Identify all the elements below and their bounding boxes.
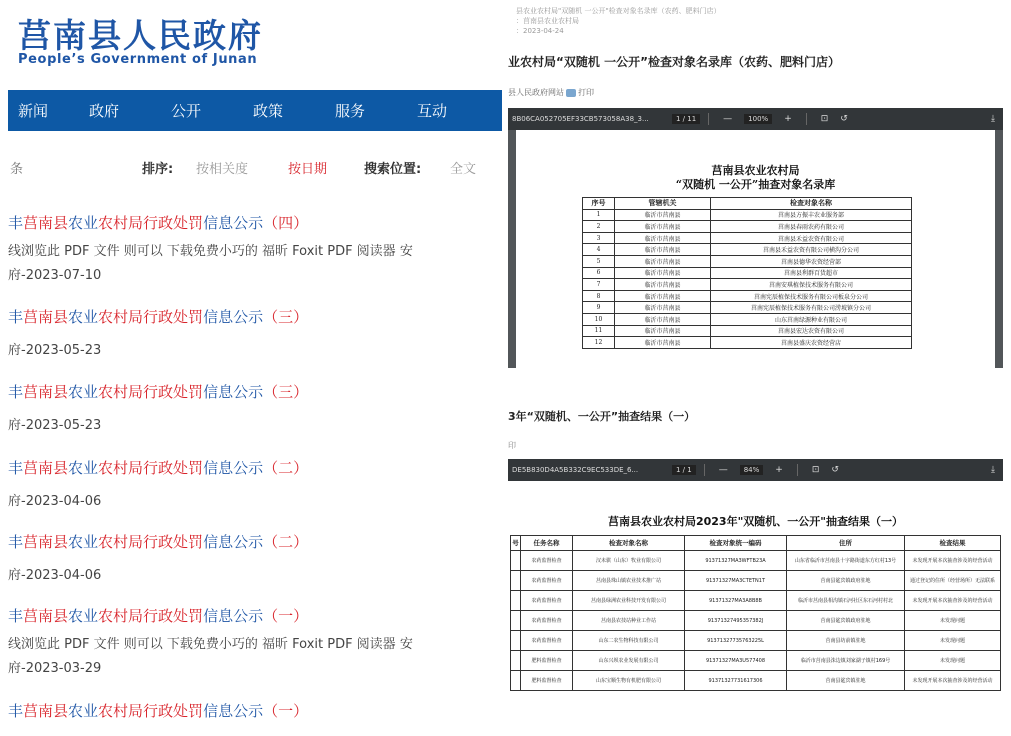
table-row [583, 209, 912, 221]
roster-table [582, 197, 912, 349]
table-row [511, 551, 1001, 571]
table-cell: 91371327MA3A8B8B [685, 591, 787, 611]
main-nav [8, 90, 502, 131]
table-cell: 莒南宪辰植保技术服务有限公司涝坡镇分公司 [711, 302, 912, 314]
table-cell: 3 [583, 232, 615, 244]
pdf-title-line2: “双随机 一公开”抽查对象名录库 [675, 178, 836, 191]
result-date: 府-2023-03-29 [8, 661, 102, 676]
doc-source: 县人民政府网站 [508, 88, 564, 97]
pdf-title: 莒南县农业农村局2023年"双随机、一公开"抽查结果（一） [607, 515, 904, 528]
download-icon[interactable]: ⤓ [991, 465, 995, 475]
table-row [583, 232, 912, 244]
table-cell: 91371327MA3U577408 [685, 651, 787, 671]
table-cell: 2 [583, 221, 615, 233]
table-cell: 6 [583, 267, 615, 279]
doc-source-line [508, 87, 594, 98]
pdf-toolbar [508, 459, 1003, 481]
table-cell: 汉未骐（山东）牧业有限公司 [573, 551, 685, 571]
table-cell: 临沂市莒南县 [615, 232, 711, 244]
column-header: 住所 [787, 536, 905, 551]
table-cell: 临沂市莒南县 [615, 290, 711, 302]
table-cell: 91371327MA3CTETN1T [685, 571, 787, 591]
table-cell: 莒南县禾益农资有限公司横沟分公司 [711, 244, 912, 256]
table-cell: 莒南宪辰植保技术服务有限公司板泉分公司 [711, 290, 912, 302]
table-cell: 山东莒南绿源种业有限公司 [711, 313, 912, 325]
table-cell: 临沂市莒南县 [615, 325, 711, 337]
table-cell: 农药监督检查 [521, 551, 573, 571]
pdf-zoom-level[interactable]: 84% [740, 465, 764, 475]
result-date: 府-2023-05-23 [8, 418, 102, 433]
nav-item-policy[interactable]: 政策 [252, 102, 283, 120]
table-cell: 农药监督检查 [521, 571, 573, 591]
table-cell: 莒南县农技站种业工作站 [573, 611, 685, 631]
table-cell [511, 671, 521, 691]
doc-heading: 业农村局“双随机 一公开”检查对象名录库（农药、肥料门店） [508, 55, 840, 69]
result-title-link[interactable]: 丰莒南县农业农村局行政处罚信息公示（四） [8, 214, 309, 232]
table-row [583, 267, 912, 279]
result-count-text: 条 [10, 162, 24, 177]
table-cell: 未发现问题 [905, 631, 1001, 651]
table-cell: 未发现开展本次抽查涉及的经营活动 [905, 551, 1001, 571]
column-header: 检查对象名称 [711, 198, 912, 210]
table-cell: 11 [583, 325, 615, 337]
table-row [511, 571, 1001, 591]
rotate-icon[interactable]: ↺ [831, 465, 839, 475]
table-cell [511, 571, 521, 591]
result-date: 府-2023-07-10 [8, 268, 102, 283]
pdf-filename: DE5B830D4A5B332C9EC533DE_6... [512, 466, 639, 474]
table-cell: 临沂市莒南县 [615, 255, 711, 267]
table-cell: 莒南县盛庆农资经营店 [711, 337, 912, 349]
search-scope-label: 搜索位置: [364, 162, 422, 177]
pdf-page-indicator[interactable]: 1 / 11 [672, 114, 700, 124]
table-cell: 山东省临沂市莒南县十字路街道东方红村13号 [787, 551, 905, 571]
pdf-viewer [508, 108, 1003, 368]
pdf-toolbar [508, 108, 1003, 130]
table-row [583, 313, 912, 325]
column-header: 任务名称 [521, 536, 573, 551]
table-cell: 7 [583, 279, 615, 291]
table-cell: 农药监督检查 [521, 591, 573, 611]
pdf-page [516, 130, 995, 368]
doc-meta-date: ：2023-04-24 [516, 27, 564, 35]
table-cell: 临沂市莒南县 [615, 221, 711, 233]
table-row [583, 290, 912, 302]
table-cell: 山东兴坝农业发展有限公司 [573, 651, 685, 671]
table-cell: 农药监督检查 [521, 611, 573, 631]
results-table [510, 535, 1001, 691]
table-row [511, 611, 1001, 631]
table-cell: 莒南县德华农资经营部 [711, 255, 912, 267]
result-date: 府-2023-05-23 [8, 343, 102, 358]
toolbar-divider [708, 113, 709, 125]
table-row [583, 337, 912, 349]
table-cell: 8 [583, 290, 615, 302]
table-cell: 莒南县坊前镇驻地 [787, 631, 905, 651]
fit-page-icon[interactable]: ⊡ [820, 114, 829, 124]
list-item [8, 605, 502, 676]
pdf-filename: 8B06CA052705EF33CB573058A38_3... [512, 115, 649, 123]
table-cell: 莒南安琪植保技术服务有限公司 [711, 279, 912, 291]
table-cell: 农药监督检查 [521, 631, 573, 651]
toolbar-divider [797, 464, 798, 476]
table-cell: 莒南县筵宾镇驻地 [787, 671, 905, 691]
table-row [511, 651, 1001, 671]
table-cell: 未发现开展本次抽查涉及的经营活动 [905, 671, 1001, 691]
column-header: 号 [511, 536, 521, 551]
list-item [8, 531, 502, 583]
table-cell: 1 [583, 209, 615, 221]
table-cell: 临沂市莒南县 [615, 244, 711, 256]
table-cell: 12 [583, 337, 615, 349]
pdf-title-line1: 莒南县农业农村局 [711, 164, 800, 177]
search-results-panel [0, 0, 505, 736]
print-icon[interactable] [566, 89, 576, 97]
result-snippet: 线浏览此 PDF 文件 则可以 下载免费小巧的 福昕 Foxit PDF 阅读器 安 [8, 637, 413, 652]
table-cell: 通过登记的住所（经营场所）无法联系 [905, 571, 1001, 591]
sort-by-relevance[interactable]: 按相关度 [196, 162, 249, 177]
table-cell: 临沂市莒南县 [615, 302, 711, 314]
result-date: 府-2023-04-06 [8, 568, 102, 583]
toolbar-divider [704, 464, 705, 476]
table-cell: 10 [583, 313, 615, 325]
table-cell: 91371327MA3WFTB23A [685, 551, 787, 571]
table-cell: 莒南县宏达农资有限公司 [711, 325, 912, 337]
table-cell: 临沂市莒南县 [615, 267, 711, 279]
table-cell: 莒南县珠山镇农业技术推广站 [573, 571, 685, 591]
nav-item-service[interactable]: 服务 [334, 102, 365, 120]
table-cell: 临沂市莒南县 [615, 209, 711, 221]
zoom-in-icon[interactable]: + [775, 465, 783, 475]
table-cell: 9 [583, 302, 615, 314]
toolbar-divider [806, 113, 807, 125]
table-cell [511, 591, 521, 611]
table-row [583, 279, 912, 291]
column-header: 序号 [583, 198, 615, 210]
table-cell: 肥料监督检查 [521, 651, 573, 671]
result-title-link[interactable]: 丰莒南县农业农村局行政处罚信息公示（一） [8, 702, 309, 720]
table-row [583, 244, 912, 256]
table-cell: 未发现问题 [905, 651, 1001, 671]
table-cell: 莒南县筵宾镇政府驻地 [787, 611, 905, 631]
fit-page-icon[interactable]: ⊡ [811, 465, 820, 475]
list-item [8, 212, 502, 283]
site-subtitle: People’s Government of Junan [18, 52, 258, 67]
table-cell: 临沂市莒南县洙边镇刘家湖子镇村169号 [787, 651, 905, 671]
table-row [583, 302, 912, 314]
zoom-in-icon[interactable]: + [784, 114, 792, 124]
pdf-zoom-level[interactable]: 100% [744, 114, 772, 124]
table-cell [511, 631, 521, 651]
result-title-link[interactable]: 丰莒南县农业农村局行政处罚信息公示（三） [8, 383, 309, 401]
table-cell: 临沂市莒南县 [615, 313, 711, 325]
column-header: 检查对象名称 [573, 536, 685, 551]
nav-item-government[interactable]: 政府 [88, 102, 119, 120]
list-item [8, 381, 502, 433]
table-cell: 莒南县利群百货超市 [711, 267, 912, 279]
pdf-page [508, 481, 1003, 702]
result-title-link[interactable]: 丰莒南县农业农村局行政处罚信息公示（一） [8, 607, 309, 625]
list-item [8, 306, 502, 358]
rotate-icon[interactable]: ↺ [840, 114, 848, 124]
table-cell: 91371327495357382J [685, 611, 787, 631]
table-cell [511, 551, 521, 571]
table-cell: 莒南县方振丰农业服务部 [711, 209, 912, 221]
search-scope-value[interactable]: 全文 [450, 162, 477, 177]
download-icon[interactable]: ⤓ [991, 114, 995, 124]
sort-by-date[interactable]: 按日期 [288, 162, 328, 177]
table-row [583, 221, 912, 233]
table-cell: 91371327735763225L [685, 631, 787, 651]
zoom-out-icon[interactable]: — [723, 114, 733, 124]
table-cell [511, 611, 521, 631]
table-cell: 91371327731617306 [685, 671, 787, 691]
result-title-link[interactable]: 丰莒南县农业农村局行政处罚信息公示（二） [8, 459, 309, 477]
table-cell: 未发现问题 [905, 611, 1001, 631]
nav-item-news[interactable]: 新闻 [18, 102, 49, 120]
table-cell: 莒南县禾益农资有限公司 [711, 232, 912, 244]
document-screenshot-results [508, 392, 1003, 702]
table-row [583, 255, 912, 267]
table-row [511, 631, 1001, 651]
table-cell: 4 [583, 244, 615, 256]
list-item [8, 457, 502, 509]
table-cell: 莒南县绿洲农业科技开发有限公司 [573, 591, 685, 611]
table-cell: 临沂市莒南县 [615, 337, 711, 349]
doc-heading: 3年“双随机、一公开”抽查结果（一） [508, 410, 696, 423]
table-cell: 山东宝顺生物有机肥有限公司 [573, 671, 685, 691]
list-item [8, 700, 502, 721]
nav-item-interaction[interactable]: 互动 [416, 102, 447, 120]
table-cell: 山东二农生物科技有限公司 [573, 631, 685, 651]
table-cell: 临沂市莒南县相沟镇石河社区东石河村村北 [787, 591, 905, 611]
result-title-link[interactable]: 丰莒南县农业农村局行政处罚信息公示（二） [8, 533, 309, 551]
table-cell: 5 [583, 255, 615, 267]
result-date: 府-2023-04-06 [8, 494, 102, 509]
result-snippet: 线浏览此 PDF 文件 则可以 下载免费小巧的 福昕 Foxit PDF 阅读器 安 [8, 244, 413, 259]
doc-meta-publisher: ：莒南县农业农村局 [516, 17, 579, 25]
table-cell: 莒南县筵宾镇政府驻地 [787, 571, 905, 591]
result-title-link[interactable]: 丰莒南县农业农村局行政处罚信息公示（三） [8, 308, 309, 326]
print-link[interactable]: 打印 [578, 88, 594, 97]
table-row [511, 591, 1001, 611]
column-header: 检查结果 [905, 536, 1001, 551]
column-header: 检查对象统一编码 [685, 536, 787, 551]
table-row [583, 325, 912, 337]
table-cell [511, 651, 521, 671]
print-link[interactable]: 印 [508, 441, 516, 450]
pdf-viewer [508, 459, 1003, 702]
sort-label: 排序: [142, 162, 174, 177]
column-header: 管辖机关 [615, 198, 711, 210]
table-cell: 未发现开展本次抽查涉及的经营活动 [905, 591, 1001, 611]
table-row [511, 671, 1001, 691]
document-screenshot-roster [508, 0, 1003, 368]
doc-meta-title: 县农业农村局"双随机 一公开"检查对象名录库（农药、肥料门店） [516, 7, 721, 15]
site-title[interactable]: 莒南县人民政府 [18, 16, 263, 55]
nav-item-disclosure[interactable]: 公开 [170, 102, 201, 120]
table-cell: 临沂市莒南县 [615, 279, 711, 291]
table-cell: 肥料监督检查 [521, 671, 573, 691]
table-cell: 莒南县春雨农药有限公司 [711, 221, 912, 233]
zoom-out-icon[interactable]: — [718, 465, 728, 475]
pdf-page-indicator[interactable]: 1 / 1 [672, 465, 696, 475]
